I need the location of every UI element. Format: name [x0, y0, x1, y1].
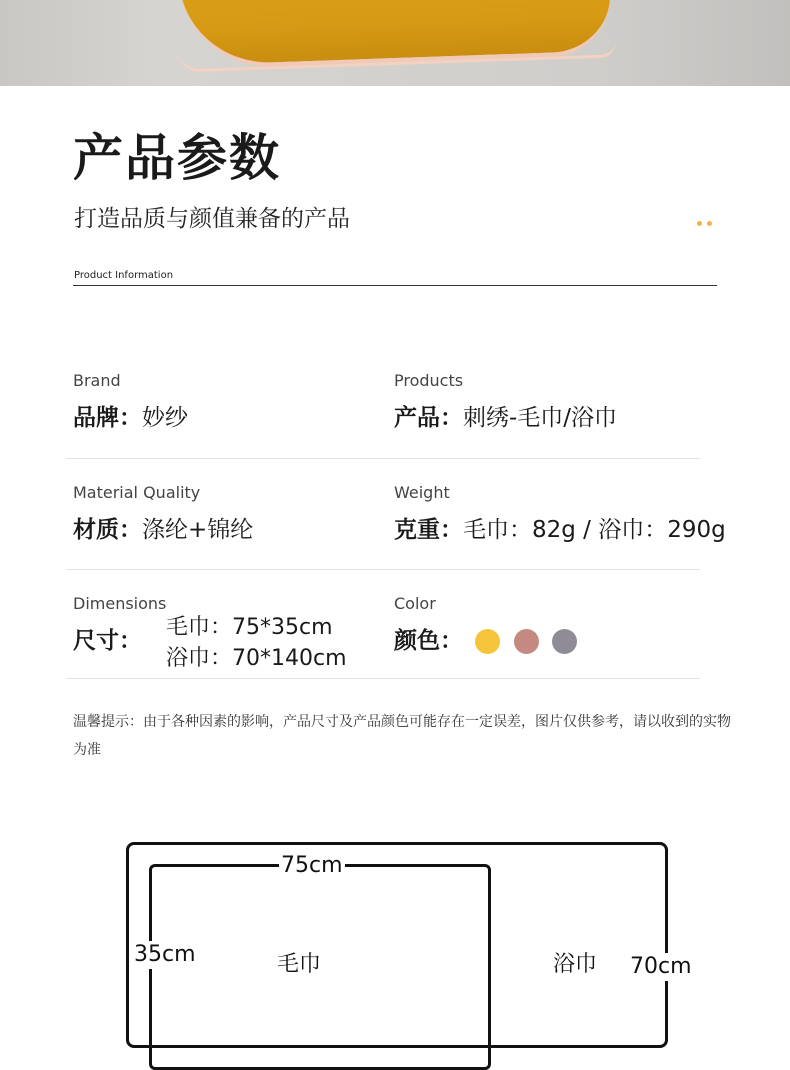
products-value: 刺绣-毛巾/浴巾 [463, 405, 618, 431]
section-divider [73, 285, 717, 286]
bath-towel-width-label: 70cm [630, 954, 692, 979]
material-en-label: Material Quality [73, 483, 201, 502]
color-en-label: Color [394, 594, 436, 613]
material-value: 涤纶+锦纶 [142, 517, 254, 543]
dimensions-label: 尺寸： [73, 628, 142, 654]
material-row [73, 515, 253, 545]
dimensions-towel: 毛巾：75*35cm [166, 615, 333, 640]
material-label: 材质： [73, 517, 142, 543]
color-swatch-pink [514, 629, 539, 654]
weight-en-label: Weight [394, 483, 450, 502]
bath-towel-name-label: 浴巾 [553, 952, 598, 977]
color-row [394, 626, 463, 656]
brand-label: 品牌： [73, 405, 142, 431]
weight-value: 毛巾：82g / 浴巾：290g [463, 517, 726, 543]
color-swatch-yellow [475, 629, 500, 654]
section-label: Product Information [74, 270, 174, 281]
brand-row [73, 403, 188, 433]
towel-width-label: 75cm [281, 853, 343, 878]
products-row [394, 403, 617, 433]
row-divider [66, 569, 700, 570]
weight-row [394, 515, 726, 545]
weight-label: 克重： [394, 517, 463, 543]
color-swatch-gray [552, 629, 577, 654]
dimensions-bath-towel: 浴巾：70*140cm [166, 646, 347, 671]
page-subtitle: 打造品质与颜值兼备的产品 [74, 206, 350, 232]
towel-name-label: 毛巾 [277, 952, 322, 977]
row-divider [66, 678, 700, 679]
decorative-dots [697, 211, 717, 230]
brand-en-label: Brand [73, 371, 121, 390]
product-photo [0, 0, 790, 86]
page-title: 产品参数 [73, 129, 281, 187]
products-en-label: Products [394, 371, 464, 390]
towel-height-label: 35cm [134, 942, 196, 967]
row-divider [66, 458, 700, 459]
disclaimer-note: 温馨提示：由于各种因素的影响，产品尺寸及产品颜色可能存在一定误差，图片仅供参考，请以收到的实物为准 [73, 714, 731, 758]
brand-value: 妙纱 [142, 405, 188, 431]
dimensions-en-label: Dimensions [73, 594, 167, 613]
color-label: 颜色： [394, 628, 463, 654]
products-label: 产品： [394, 405, 463, 431]
